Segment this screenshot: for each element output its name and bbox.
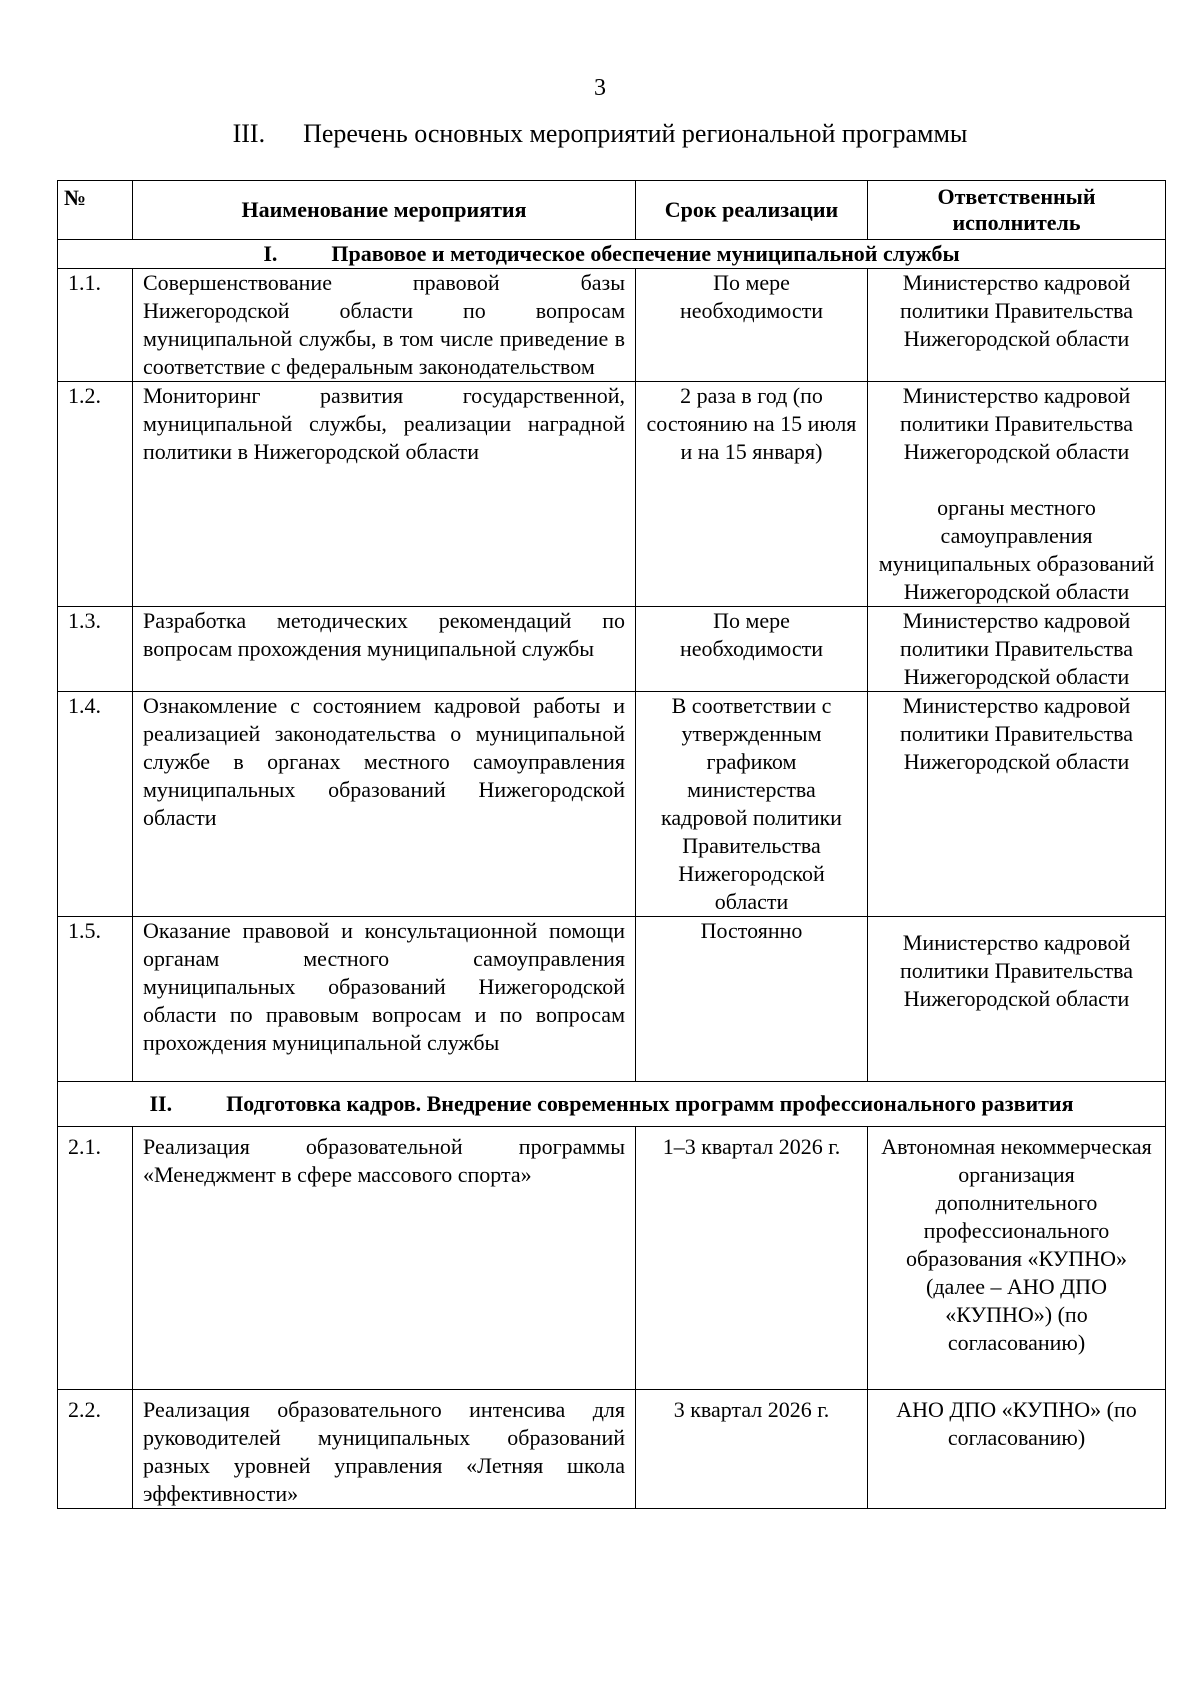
section-title: [58, 240, 1166, 269]
row-number: 1.5.: [58, 917, 133, 1082]
header-name: Наименование мероприятия: [133, 181, 636, 240]
section-row: [58, 1082, 1166, 1127]
row-responsible: [868, 607, 1166, 692]
row-term: 2 раза в год (по состоянию на 15 июля и на 15 января): [636, 382, 868, 607]
row-responsible: [868, 269, 1166, 382]
section-row: [58, 240, 1166, 269]
section-name: Правовое и методическое обеспечение муниципальной службы: [331, 241, 960, 266]
table-header-row: [58, 181, 1166, 240]
table-row: [58, 917, 1166, 1082]
header-term: Срок реализации: [636, 181, 868, 240]
row-number: 1.4.: [58, 692, 133, 917]
row-responsible-primary: Министерство кадровой политики Правительства Нижегородской области: [899, 270, 1134, 351]
row-name: Оказание правовой и консультационной помощи органам местного самоуправления муниципальных образований Нижегородской области по правовым вопросам и по вопросам прохождения муниципальной службы: [133, 917, 636, 1082]
row-responsible: [868, 382, 1166, 607]
activities-table: [57, 180, 1166, 1509]
row-term: 3 квартал 2026 г.: [636, 1390, 868, 1509]
row-name: Реализация образовательного интенсива для руководителей муниципальных образований разных уровней управления «Летняя школа эффективности»: [133, 1390, 636, 1509]
section-number: II.: [149, 1091, 173, 1116]
row-responsible-primary: Министерство кадровой политики Правительства Нижегородской области: [899, 608, 1134, 689]
section-heading-title: Перечень основных мероприятий региональной программы: [303, 119, 968, 148]
table-row: [58, 607, 1166, 692]
row-name: Реализация образовательной программы «Менеджмент в сфере массового спорта»: [133, 1127, 636, 1390]
row-responsible-primary: Министерство кадровой политики Правительства Нижегородской области: [899, 383, 1134, 464]
table-row: [58, 382, 1166, 607]
row-term: В соответствии с утвержденным графиком министерства кадровой политики Правительства Нижегородской области: [636, 692, 868, 917]
row-number: 2.2.: [58, 1390, 133, 1509]
row-responsible-primary: Министерство кадровой политики Правительства Нижегородской области: [899, 930, 1134, 1011]
section-heading: [0, 118, 1200, 150]
row-responsible: [868, 692, 1166, 917]
row-term: По мере необходимости: [636, 269, 868, 382]
row-number: 1.1.: [58, 269, 133, 382]
row-responsible: [868, 1127, 1166, 1390]
row-name: Совершенствование правовой базы Нижегородской области по вопросам муниципальной службы, в том числе приведение в соответствие с федеральным законодательством: [133, 269, 636, 382]
section-number: I.: [263, 241, 278, 266]
row-responsible-primary: Министерство кадровой политики Правительства Нижегородской области: [899, 693, 1134, 774]
header-number: №: [58, 181, 133, 240]
section-name: Подготовка кадров. Внедрение современных программ профессионального развития: [226, 1091, 1074, 1116]
row-term: По мере необходимости: [636, 607, 868, 692]
row-name: Ознакомление с состоянием кадровой работы и реализацией законодательства о муниципальной службе в органах местного самоуправления муниципальных образований Нижегородской области: [133, 692, 636, 917]
table-row: [58, 269, 1166, 382]
row-term: 1–3 квартал 2026 г.: [636, 1127, 868, 1390]
row-name: Мониторинг развития государственной, муниципальной службы, реализации наградной политики в Нижегородской области: [133, 382, 636, 607]
section-heading-number: III.: [232, 119, 266, 148]
header-responsible: Ответственный исполнитель: [868, 181, 1166, 240]
section-title: [58, 1082, 1166, 1127]
row-number: 1.3.: [58, 607, 133, 692]
row-responsible: [868, 1390, 1166, 1509]
row-responsible-secondary: органы местного самоуправления муниципальных образований Нижегородской области: [878, 495, 1155, 604]
table-row: [58, 1127, 1166, 1390]
row-number: 1.2.: [58, 382, 133, 607]
table-row: [58, 1390, 1166, 1509]
row-responsible-primary: АНО ДПО «КУПНО» (по согласованию): [896, 1397, 1137, 1450]
row-term: Постоянно: [636, 917, 868, 1082]
row-responsible: [868, 917, 1166, 1082]
page-number: 3: [594, 75, 606, 101]
table-row: [58, 692, 1166, 917]
row-name: Разработка методических рекомендаций по вопросам прохождения муниципальной службы: [133, 607, 636, 692]
row-responsible-primary: Автономная некоммерческая организация дополнительного профессионального образования «КУПНО» (далее – АНО ДПО «КУПНО») (по согласованию): [881, 1134, 1152, 1355]
row-number: 2.1.: [58, 1127, 133, 1390]
